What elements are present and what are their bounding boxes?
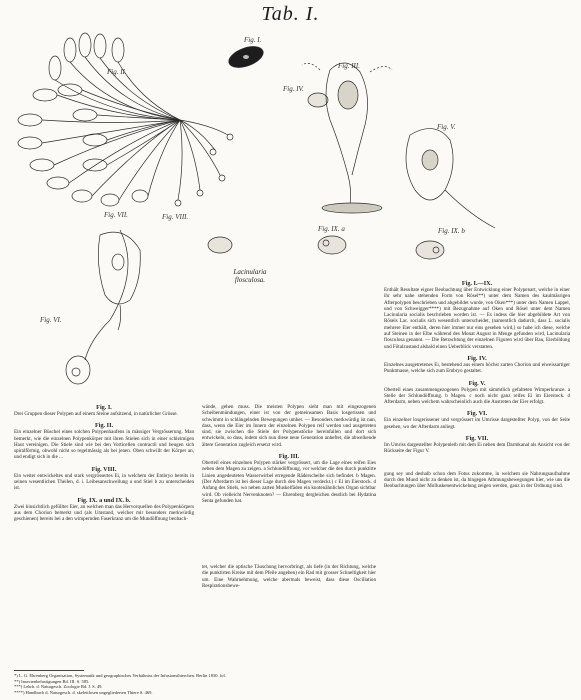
- caption-text: Drei Gruppen dieser Polypen auf einem Steine aufsitzend, in natürlicher Grösse.: [14, 411, 178, 417]
- caption-text: Ein einzelner losgerissener und vergrössert im Umrisse dargestellter Polyp, von der Seite gesehen, wo der Afterdarm anliegt.: [384, 417, 570, 430]
- caption-text: Oberteil eines zusammengezogenen Polypen mit sämmtlich gefalteten Wimperkranze. a Stelle der Schlundöffnung. b Magen. c noch nicht ganz reifes Ei im Eierstock. d Afterdarm, neben welchem wahrscheinlich auch die Austreten der Eier erfolgt.: [384, 386, 570, 406]
- fig-iv-egg: [308, 93, 328, 107]
- footnote: ****) Handbuch d. Naturgesch. d. skelettlosen ungegliederten Thiere S. 469.: [14, 689, 153, 695]
- captions-middle-column: [202, 404, 376, 589]
- fig-vii-outline-polyp: [98, 232, 140, 330]
- footnote: *) L. G. Ehrenberg Organisation, Systematik und geographisches Verhältniss der Infusionsthierchen. Berlin 1830. fol.: [14, 673, 226, 678]
- plate-title: Tab. I.: [261, 3, 320, 25]
- fig-label-ix-a: Fig. IX. a: [318, 225, 345, 233]
- caption-text: Einzelnes ausgetretenes Ei, bestehend aus einem höchst zarten Chorion und eiweissartiger Punktmasse, welche sich zum Embryo gestaltet.: [384, 361, 570, 375]
- captions-left-column: [14, 404, 194, 523]
- caption-heading: Fig. III.: [278, 453, 300, 461]
- caption-text: Oberteil eines einzelnen Polypen stärker vergrössert, um die Lage eines reifen Eies neben dem Magen zu zeigen. a Schlundöffnung, vor welcher die den durch punktirte Linien angedeuteten Wasserwirbel erregende Räderscheibe sich befindet. b Magen. (Der Afterdarm ist bei dieser Lage durch den Magen verdeckt.) c El im Eierstock. d Anfang des Stiels, wo neben zarten Muskelfäden ein knotenähnliches Organ sichtbar wird. Ob vielleicht Nervenknoten? — Ehrenberg dergleichen deutlich bei Hydatina Senta gefunden hat.: [202, 460, 376, 504]
- fig-label-ii: Fig. II.: [107, 68, 127, 76]
- captions-right-column: [384, 280, 570, 490]
- fig-ii-polyp-fan: [18, 33, 233, 206]
- fig-label-v: Fig. V.: [437, 123, 456, 131]
- caption-heading: Fig. I.—IX.: [461, 280, 493, 287]
- fig-label-viii: Fig. VIII.: [162, 213, 189, 221]
- caption-heading: Fig. V.: [468, 379, 486, 387]
- fig-iii-polyp: [302, 63, 392, 213]
- fig-label-vi: Fig. VI.: [40, 316, 62, 324]
- caption-heading: Fig. II.: [94, 422, 114, 430]
- species-label-genus: Lacinularia: [233, 268, 267, 276]
- caption-heading: Fig. IV.: [467, 354, 487, 362]
- fig-viii-egg: [208, 237, 232, 253]
- footnote-rule: [14, 670, 84, 671]
- species-label-species: flosculosa.: [234, 276, 266, 284]
- caption-heading: Fig. VIII.: [91, 465, 117, 473]
- caption-text: gung sey und deshalb schon dem Fotus zukomme, in welchem sie Nahrungsaufnahme durch den Mund nicht zu denken ist, da hingegen Athmungsbewegungen hier, wie uns die Beobachtungen über Molluskenentwickelung zeigen werden, ganz in der Ordnung sind.: [384, 470, 570, 490]
- fig-ix-a-egg: [318, 236, 346, 254]
- fig-i-natural-size: [226, 42, 266, 71]
- fig-label-iii: Fig. III.: [338, 62, 360, 70]
- caption-heading: Fig. IX. a und IX. b.: [77, 496, 131, 504]
- caption-text: Ein einzelner Büschel eines solchen Polypenhaufens in mässiger Vergrösserung. Man bemerkt, wie die einzelnen Polypenkörper mit ihren Stielen sich in einer schleimigen Haut vereinigen. Die Stiele sind wie bei den Vorticellen contractil und beugen sich spiralförmig, obwohl nicht so regelmässig als bei jenen. Oben schwillt der Körper an, und endigt sich in die ...: [14, 429, 194, 461]
- footnote: ***) Lehrb. d. Naturgesch. Zoologie Bd. I. S. 49.: [14, 684, 103, 690]
- caption-heading: Fig. I.: [96, 404, 112, 411]
- caption-text: Im Umriss dargestellter Polypenleib mit dem Ei neben dem Darmkanal als Ansicht von der Rückseite der Figur V.: [384, 442, 570, 455]
- caption-heading: Fig. VI.: [467, 410, 487, 418]
- caption-heading: Fig. VII.: [465, 435, 489, 443]
- fig-v-contracted-polyp: [406, 129, 495, 228]
- species-label: [210, 268, 290, 284]
- caption-text: Enthält Resultate eigner Beobachtung über Entwicklung einer Polypenart, welche in einer ihr sehr nahe stehenden Form von Rösel**) unter dem Namen des kaulmäsrigen Afterpolypen beschrieben und abgebildet wurde, von Oken***) unter dem Namen Lappel, und von Schweigger****) mit Bezugnahme auf Oken und Rösel unter dem Namen Lacinularia socialis beschrieben worden ist. — Es indess die hier abgebildete Art von Rösels Lac. socialis sich wesentlich unterscheidet, (namentlich dadurch, dass L. socialis mehrere Eier enthält, deren hier immer nur eins gesehen wird,) so habe ich diese, welche auf Steinen in der Elbe während des Monat August in Menge gefunden wird, Lacinularia flosculosa genannt. — Die Betrachtung der einzelnen Figuren wird über Bau, Eierbildung und Fötalzustand alsbald einen Ueberblick verstatten.: [384, 287, 570, 350]
- caption-text: Ein weiter entwickeltes und stark vergrössertes Ei, in welchem der Embryo bereits in seinen wesentlichen Theilen, d. i. Leibesanschwellung a und Stiel b zu unterscheiden ist.: [14, 472, 194, 492]
- fig-label-i: Fig. I.: [244, 36, 262, 44]
- fig-vi-stalked-polyp: [66, 230, 128, 384]
- fig-label-iv: Fig. IV.: [283, 85, 304, 93]
- footnotes: [14, 673, 454, 695]
- fig-label-vii: Fig. VII.: [104, 211, 128, 219]
- fig-ix-b-egg: [416, 241, 444, 259]
- footnote: **) Insectenbelustigungen Bd. III. S. 585.: [14, 678, 90, 684]
- fig-label-ix-b: Fig. IX. b: [438, 227, 465, 235]
- caption-text: Zwei hinsichtlich gefüllter Eier, an welchen man das Hervorquellen des Polypenkörpers aus dem Chorion bemerkt und (als Umstand, welcher mir besonders merkwürdig geschienen) bereits bei a den wimpernden Faserkranz um die Mundöffnung beobach-: [14, 503, 194, 523]
- caption-text: wände, gehen muss. Die meisten Polypen sieht man mit eingezogenen Scheibenmündungen, einer ist von der gemeinsamen Basis losgerissen und schwimmt in schlängelnden Bewegungen umher. — Besonders merkwürdig ist nun, dass, wenn die Eier im Innern der einzelnen Polypen reif werden und ausgetreten sind, sie zwischen die Stiele der Polypenstöcke hereinfallen und dort sich entwickeln, so dass, indem sich nun diese neue Generation anheftet, die abwelkende ältere Generation zugleich ersetzt wird.: [202, 404, 376, 448]
- caption-text: tet, welcher die optische Täuschung hervorbringt, als liefe (in der Richtung, welche die punktirten Kreise mit dem Pfeile angeben) ein Rad mit grosser Schnelligkeit hier um. Eine Wahrnehmung, welche abermals beweist, dass diese Oscillation Respirationsbewe-: [202, 564, 376, 590]
